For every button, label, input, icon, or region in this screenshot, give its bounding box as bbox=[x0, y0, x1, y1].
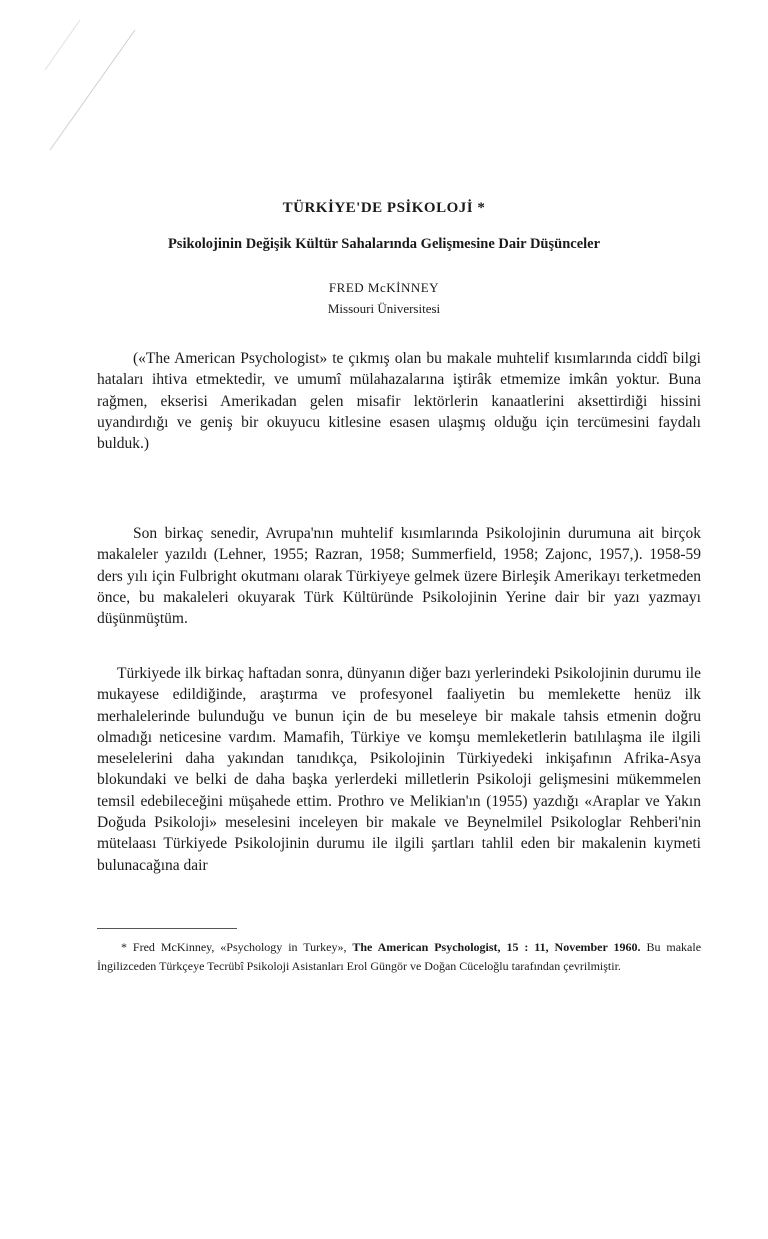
article-subtitle: Psikolojinin Değişik Kültür Sahalarında Gelişmesine Dair Düşünceler bbox=[167, 236, 601, 252]
footnote-rest: Bu makale İngilizceden Türkçeye Tecrübî Psikoloji Asistanları Erol Güngör ve Doğan Cüceloğlu tarafından çevrilmiştir. bbox=[97, 940, 702, 973]
footnote-lead: * Fred McKinney, «Psychology in Turkey», bbox=[121, 940, 353, 954]
footnote bbox=[97, 938, 701, 975]
scan-artifact bbox=[40, 10, 150, 160]
editor-note-paragraph: («The American Psychologist» te çıkmış olan bu makale muhtelif kısımlarında ciddî bilgi hataları ihtiva etmektedir, ve umumî mülahazalarına iştirâk etmemize imkân yoktur. Buna rağmen, ekserisi Amerikadan gelen misafir lektörlerin kanaatlerini aksettirdiği hissini uyandırdığı ve geniş bir okuyucu kitlesine esasen ulaşmış olduğu için tercümesini faydalı bulduk.) bbox=[97, 350, 701, 453]
author-name: FRED McKİNNEY bbox=[328, 280, 440, 295]
body-paragraph-1: Son birkaç senedir, Avrupa'nın muhtelif kısımlarında Psikolojinin durumuna ait birçok makaleler yazıldı (Lehner, 1955; Razran, 1958; Summerfield, 1958; Zajonc, 1957,). 1958-59 ders yılı için Fulbright okutmanı olarak Türkiyeye gelmek üzere Birleşik Amerikayı terketmeden önce, bu makaleleri okuyarak Türk Kültüründe Psikolojinin Yerine dair bir yazı yazmayı düşünmüştüm. bbox=[97, 525, 701, 628]
body-paragraph-2: Türkiyede ilk birkaç haftadan sonra, dünyanın diğer bazı yerlerindeki Psikolojinin durumu ile mukayese edildiğinde, araştırma ve profesyonel faaliyetin bu memlekette henüz ilk merhalelerinde bulunduğu ve bunun için de bu meseleye bir makale tahsis etmenin doğru olmadığı neticesine vardım. Mamafih, Türkiye ve komşu memleketlerin batılılaşma ile ilgili meselelerini daha yakından tanıdıkça, Psikolojinin Türkiyedeki inkişafının Afrika-Asya blokundaki ve belki de daha başka yerlerdeki milletlerin Psikoloji gelişmesini mükemmelen temsil edebileceğini müşahede ettim. Prothro ve Melikian'ın (1955) yazdığı «Araplar ve Yakın Doğuda Psikoloji» meselesini inceleyen bir makale ve Beynelmilel Psikologlar Rehberi'nin mütelaası Türkiyede Psikolojinin durumu ile ilgili şartları tahlil eden bir makalenin kıymeti bulunacağına dair bbox=[97, 665, 701, 874]
footnote-divider bbox=[97, 928, 237, 929]
author-affiliation: Missouri Üniversitesi bbox=[327, 301, 441, 316]
footnote-issue: 15 : 11, November 1960. bbox=[506, 940, 641, 954]
footnote-journal: The American Psychologist, bbox=[352, 940, 501, 954]
article-title: TÜRKİYE'DE PSİKOLOJİ * bbox=[282, 200, 486, 216]
